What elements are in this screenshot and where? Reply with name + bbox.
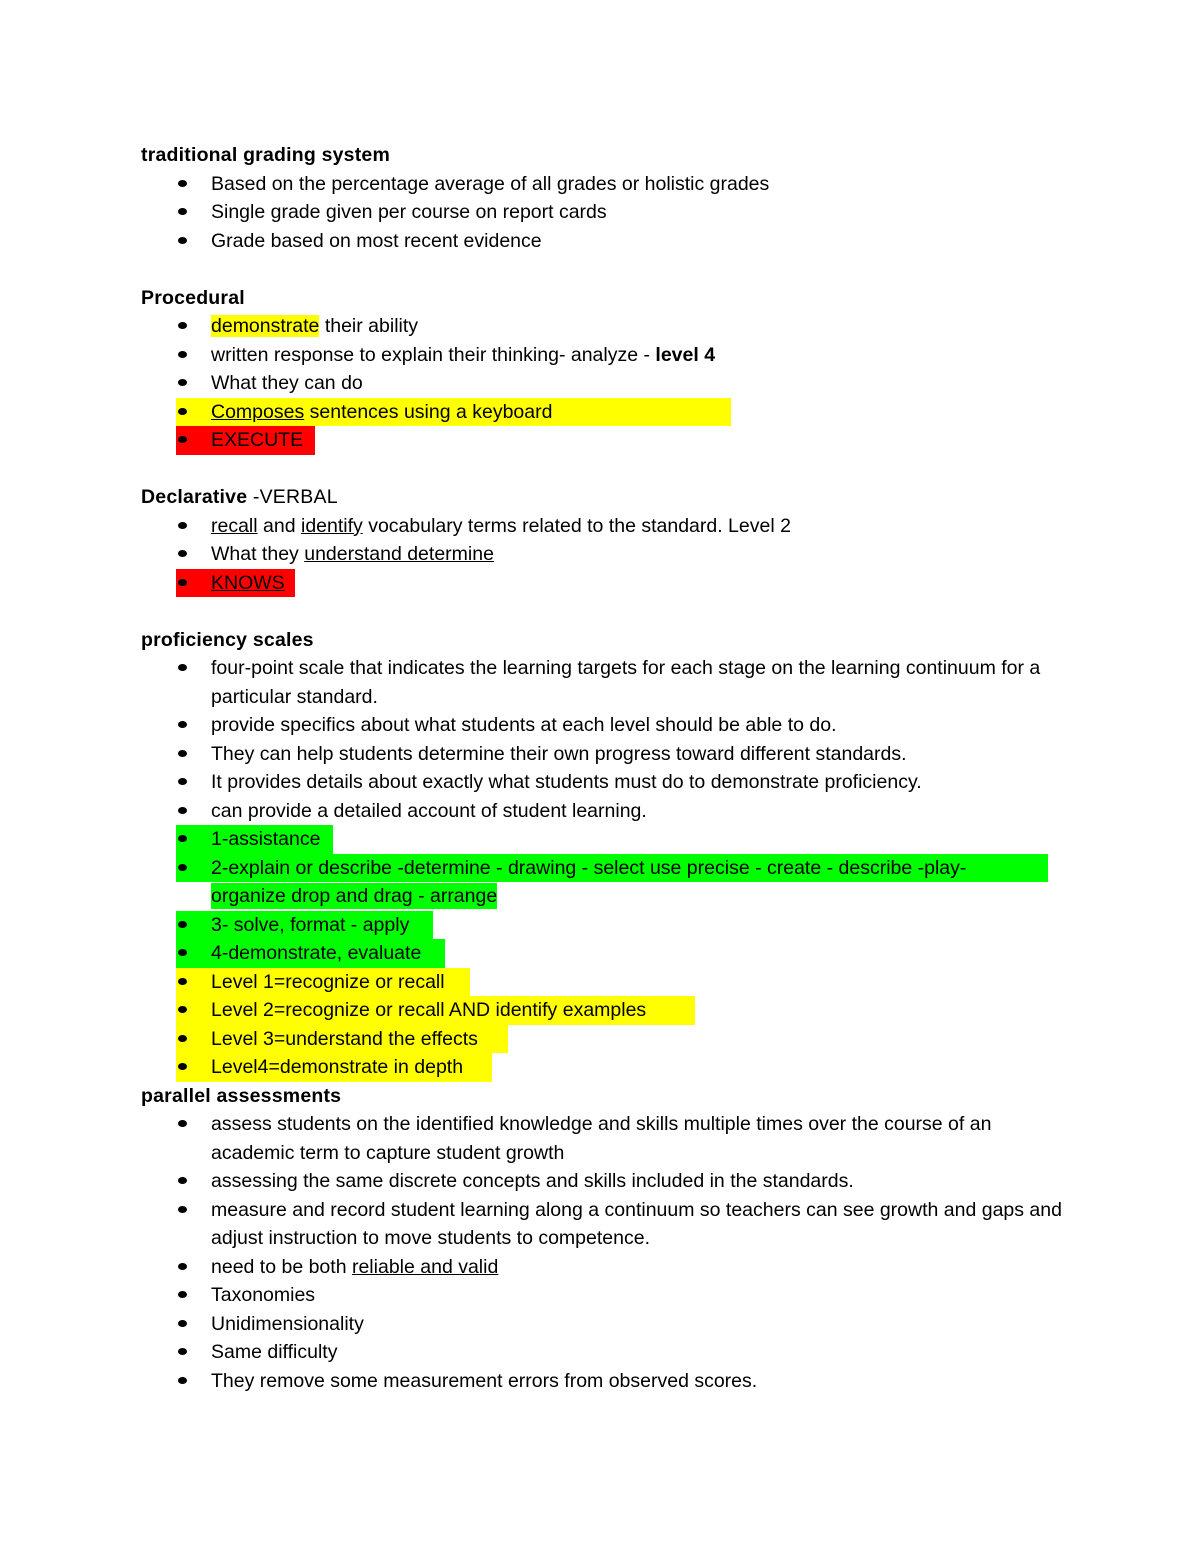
- list-item: 4-demonstrate, evaluate: [141, 939, 1071, 968]
- bullet-icon: [178, 237, 187, 244]
- heading-traditional: traditional grading system: [141, 144, 390, 166]
- list-item: EXECUTE: [141, 426, 1071, 455]
- bullet-icon: [178, 1291, 187, 1298]
- bullet-icon: [178, 1263, 187, 1270]
- list-item: Level 1=recognize or recall: [141, 968, 1071, 997]
- bullet-icon: [178, 1377, 187, 1384]
- bullet-icon: [178, 864, 187, 871]
- bullet-icon: [178, 522, 187, 529]
- heading-procedural: Procedural: [141, 286, 245, 309]
- bullet-icon: [178, 379, 187, 386]
- list-item: Single grade given per course on report cards: [141, 198, 1071, 227]
- bullet-icon: [178, 1348, 187, 1355]
- list-item: need to be both reliable and valid: [141, 1253, 1071, 1282]
- bullet-icon: [178, 408, 187, 415]
- heading-proficiency: proficiency scales: [141, 628, 314, 651]
- list-item: Based on the percentage average of all grades or holistic grades: [141, 170, 1071, 199]
- list-item: measure and record student learning along a continuum so teachers can see growth and gaps and adjust instruction to move students to competence.: [141, 1196, 1071, 1253]
- bullet-icon: [178, 322, 187, 329]
- list-item: Same difficulty: [141, 1338, 1071, 1367]
- highlight-green: organize drop and drag - arrange: [211, 885, 498, 907]
- list-item: KNOWS: [141, 569, 1071, 598]
- list-item: Level 2=recognize or recall AND identify examples: [141, 996, 1071, 1025]
- bullet-icon: [178, 1206, 187, 1213]
- list-item: Grade based on most recent evidence: [141, 227, 1071, 256]
- list-item: 2-explain or describe -determine - drawing - select use precise - create - describe -play- organize drop and drag - arrange: [141, 854, 1080, 911]
- list-item: assess students on the identified knowledge and skills multiple times over the course of an academic term to capture student growth: [141, 1110, 1071, 1167]
- bullet-icon: [178, 1177, 187, 1184]
- list-item: can provide a detailed account of student learning.: [141, 797, 1071, 826]
- bullet-icon: [178, 778, 187, 785]
- list-item: recall and identify vocabulary terms related to the standard. Level 2: [141, 512, 1071, 541]
- list-parallel: [141, 1110, 1080, 1395]
- list-item: provide specifics about what students at each level should be able to do.: [141, 711, 1071, 740]
- highlight-yellow: demonstrate: [211, 315, 320, 337]
- bullet-icon: [178, 351, 187, 358]
- list-item: Taxonomies: [141, 1281, 1071, 1310]
- bullet-icon: [178, 721, 187, 728]
- bullet-icon: [178, 1006, 187, 1013]
- list-item: 1-assistance: [141, 825, 1071, 854]
- list-item: Level 3=understand the effects: [141, 1025, 1071, 1054]
- list-item: They can help students determine their own progress toward different standards.: [141, 740, 1071, 769]
- list-item: written response to explain their thinking- analyze - level 4: [141, 341, 1071, 370]
- bullet-icon: [178, 664, 187, 671]
- list-procedural: [141, 312, 1080, 455]
- heading-parallel: parallel assessments: [141, 1084, 342, 1107]
- bullet-icon: [178, 1035, 187, 1042]
- list-item: 3- solve, format - apply: [141, 911, 1071, 940]
- list-item: four-point scale that indicates the learning targets for each stage on the learning continuum for a particular standard.: [141, 654, 1071, 711]
- list-item: What they understand determine: [141, 540, 1071, 569]
- bullet-icon: [178, 921, 187, 928]
- list-proficiency: [141, 654, 1080, 1082]
- heading-declarative: Declarative -VERBAL: [141, 486, 338, 508]
- bullet-icon: [178, 807, 187, 814]
- bullet-icon: [178, 1120, 187, 1127]
- bullet-icon: [178, 436, 187, 443]
- bullet-icon: [178, 978, 187, 985]
- list-item: What they can do: [141, 369, 1071, 398]
- list-item: demonstrate their ability: [141, 312, 1071, 341]
- list-traditional: [141, 170, 1080, 256]
- list-item: assessing the same discrete concepts and skills included in the standards.: [141, 1167, 1071, 1196]
- bullet-icon: [178, 835, 187, 842]
- bullet-icon: [178, 750, 187, 757]
- bullet-icon: [178, 208, 187, 215]
- list-item: They remove some measurement errors from observed scores.: [141, 1367, 1071, 1396]
- list-item: Unidimensionality: [141, 1310, 1071, 1339]
- bullet-icon: [178, 579, 187, 586]
- bullet-icon: [178, 180, 187, 187]
- list-item: It provides details about exactly what students must do to demonstrate proficiency.: [141, 768, 1071, 797]
- list-declarative: [141, 512, 1080, 598]
- bullet-icon: [178, 1320, 187, 1327]
- bullet-icon: [178, 1063, 187, 1070]
- list-item: Level4=demonstrate in depth: [141, 1053, 1071, 1082]
- bullet-icon: [178, 550, 187, 557]
- list-item: Composes sentences using a keyboard: [141, 398, 1071, 427]
- bullet-icon: [178, 949, 187, 956]
